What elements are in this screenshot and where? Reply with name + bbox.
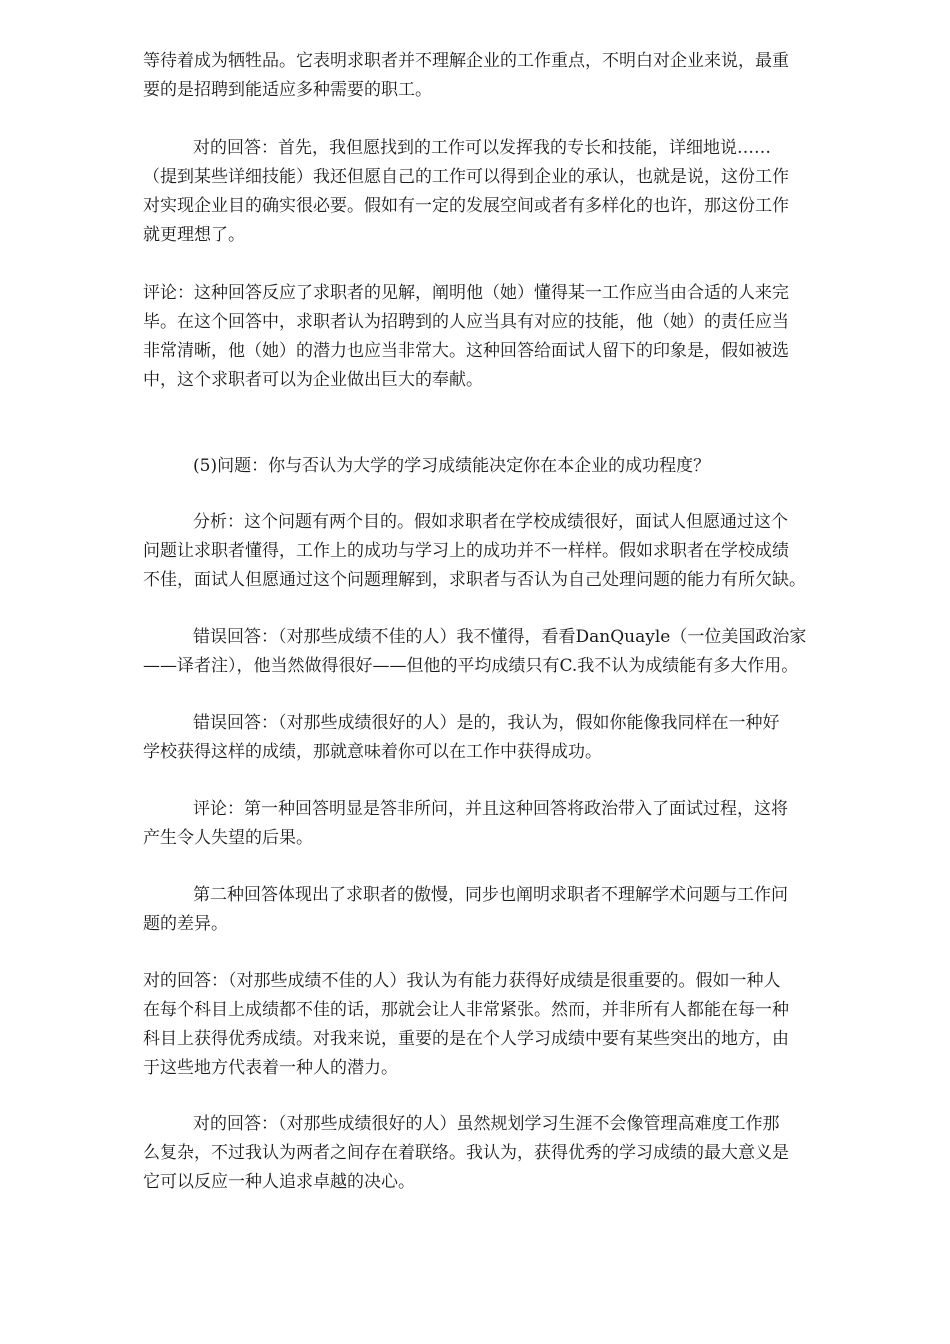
text-line: 非常清晰，他（她）的潜力也应当非常大。这种回答给面试人留下的印象是，假如被选 <box>143 341 789 361</box>
text-line: 在每个科目上成绩都不佳的话，那就会让人非常紧张。然而，并非所有人都能在每一种 <box>143 1000 789 1020</box>
text-line: 等待着成为牺牲品。它表明求职者并不理解企业的工作重点，不明白对企业来说，最重 <box>143 51 789 71</box>
text-line: 评论：第一种回答明显是答非所问，并且这种回答将政治带入了面试过程，这将 <box>193 799 788 819</box>
text-line: 错误回答：（对那些成绩很好的人）是的，我认为，假如你能像我同样在一种好 <box>193 713 780 733</box>
text-line: 科目上获得优秀成绩。对我来说，重要的是在个人学习成绩中要有某些突出的地方，由 <box>143 1029 789 1049</box>
text-line: 对实现企业目的确实很必要。假如有一定的发展空间或者有多样化的也许，那这份工作 <box>143 196 789 216</box>
text-line: 题的差异。 <box>143 914 228 934</box>
text-line: ——译者注），他当然做得很好——但他的平均成绩只有C.我不认为成绩能有多大作用。 <box>143 656 799 676</box>
text-line: 评论：这种回答反应了求职者的见解，阐明他（她）懂得某一工作应当由合适的人来完 <box>143 283 789 303</box>
paragraph-9 <box>143 881 883 939</box>
paragraph-2 <box>143 134 883 250</box>
paragraph-4-question <box>143 452 883 481</box>
text-line: 产生令人失望的后果。 <box>143 828 313 848</box>
text-line: 要的是招聘到能适应多种需要的职工。 <box>143 80 432 100</box>
text-line: 就更理想了。 <box>143 225 245 245</box>
paragraph-11 <box>143 1110 883 1197</box>
text-line: （提到某些详细技能）我还但愿自己的工作可以得到企业的承认，也就是说，这份工作 <box>143 167 789 187</box>
paragraph-1 <box>143 47 883 105</box>
text-line: (5)问题：你与否认为大学的学习成绩能决定你在本企业的成功程度？ <box>193 456 711 476</box>
text-line: 于这些地方代表着一种人的潜力。 <box>143 1058 398 1078</box>
text-line: 中，这个求职者可以为企业做出巨大的奉献。 <box>143 370 483 390</box>
text-line: 么复杂，不过我认为两者之间存在着联络。我认为，获得优秀的学习成绩的最大意义是 <box>143 1143 789 1163</box>
paragraph-7 <box>143 709 883 767</box>
text-line: 对的回答：（对那些成绩很好的人）虽然规划学习生涯不会像管理高难度工作那 <box>193 1114 780 1134</box>
text-line: 毕。在这个回答中，求职者认为招聘到的人应当具有对应的技能，他（她）的责任应当 <box>143 312 789 332</box>
paragraph-3 <box>143 279 883 395</box>
text-line: 学校获得这样的成绩，那就意味着你可以在工作中获得成功。 <box>143 742 602 762</box>
text-line: 对的回答：（对那些成绩不佳的人）我认为有能力获得好成绩是很重要的。假如一种人 <box>143 971 781 991</box>
text-line: 问题让求职者懂得，工作上的成功与学习上的成功并不一样样。假如求职者在学校成绩 <box>143 541 789 561</box>
text-line: 它可以反应一种人追求卓越的决心。 <box>143 1172 415 1192</box>
text-line: 分析：这个问题有两个目的。假如求职者在学校成绩很好，面试人但愿通过这个 <box>193 512 788 532</box>
paragraph-8 <box>143 795 883 853</box>
paragraph-5 <box>143 508 883 595</box>
text-line: 错误回答：（对那些成绩不佳的人）我不懂得，看看DanQuayle（一位美国政治家 <box>193 627 807 647</box>
text-line: 不佳，面试人但愿通过这个问题理解到，求职者与否认为自己处理问题的能力有所欠缺。 <box>143 570 806 590</box>
paragraph-10 <box>143 967 883 1083</box>
text-line: 对的回答：首先，我但愿找到的工作可以发挥我的专长和技能，详细地说…… <box>193 138 771 158</box>
text-line: 第二种回答体现出了求职者的傲慢，同步也阐明求职者不理解学术问题与工作问 <box>193 885 788 905</box>
paragraph-6 <box>143 623 883 681</box>
